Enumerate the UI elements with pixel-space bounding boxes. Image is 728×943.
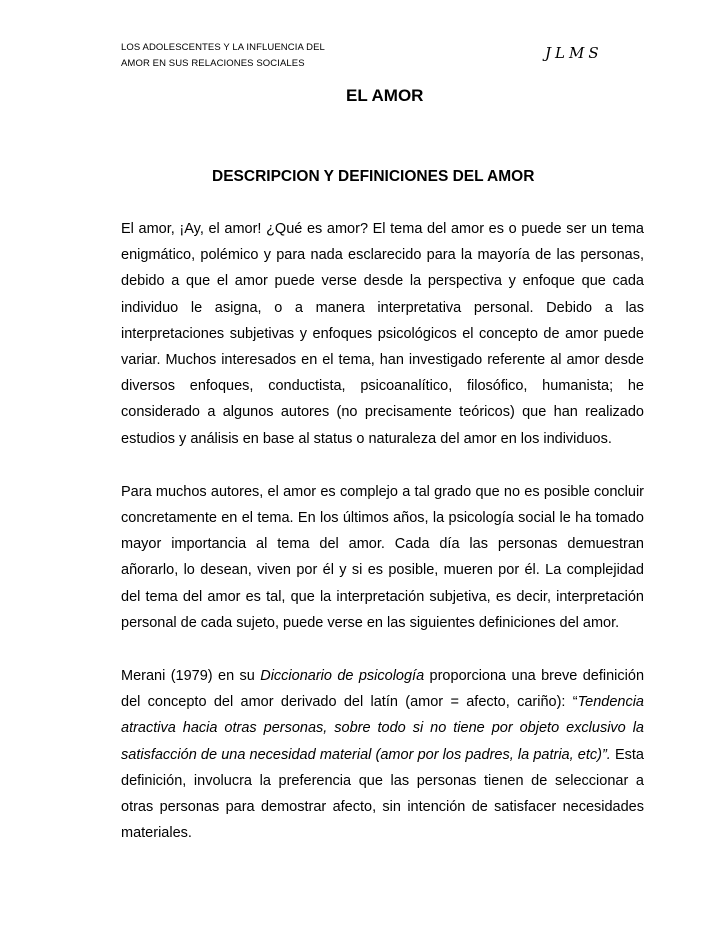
paragraph-3-end: Esta definición, involucra la preferencia que las personas tienen de seleccionar a otras personas para demostrar afecto, sin intención de satisfacer necesidades materiales. xyxy=(121,746,644,842)
body-text xyxy=(121,216,644,873)
author-initials: JLMS xyxy=(545,44,603,62)
paragraph-1: El amor, ¡Ay, el amor! ¿Qué es amor? El tema del amor es o puede ser un tema enigmático, polémico y para nada esclarecido para la mayoría de las personas, debido a que el amor puede verse desde la perspectiva y enfoque que cada individuo le asigna, o a manera interpretativa personal. Debido a las interpretaciones subjetivas y enfoques psicológicos el concepto de amor puede variar. Muchos interesados en el tema, han investigado referente al amor desde diversos enfoques, conductista, psicoanalítico, filosófico, humanista; he considerado a algunos autores (no precisamente teóricos) que han realizado estudios y análisis en base al status o naturaleza del amor en los individuos. xyxy=(121,221,644,447)
paragraph-2: Para muchos autores, el amor es complejo a tal grado que no es posible concluir concretamente en el tema. En los últimos años, la psicología social le ha tomado mayor importancia al tema del amor. Cada día las personas demuestran añorarlo, lo desean, viven por él y si es posible, mueren por él. La complejidad del tema del amor es tal, que la interpretación subjetiva, es decir, interpretación personal de cada sujeto, puede verse en las siguientes definiciones del amor. xyxy=(121,483,644,631)
book-title: Diccionario de psicología xyxy=(260,668,425,685)
page-title: EL AMOR xyxy=(346,86,424,105)
running-header xyxy=(121,40,325,72)
section-heading: DESCRIPCION Y DEFINICIONES DEL AMOR xyxy=(212,168,535,185)
definition-quote: Tendencia atractiva hacia otras personas, sobre todo si no tiene por objeto exclusivo la satisfacción de una necesidad material (amor por los padres, la patria, etc)”. xyxy=(121,694,644,763)
header-line-1: LOS ADOLESCENTES Y LA INFLUENCIA DEL xyxy=(121,42,325,53)
paragraph-3-middle: proporciona una breve definición del concepto del amor derivado del latín (amor = afecto, cariño): “ xyxy=(121,668,645,711)
paragraph-3-intro: Merani (1979) en su xyxy=(121,668,261,685)
header-line-2: AMOR EN SUS RELACIONES SOCIALES xyxy=(121,58,305,69)
paragraph-3 xyxy=(121,663,644,846)
